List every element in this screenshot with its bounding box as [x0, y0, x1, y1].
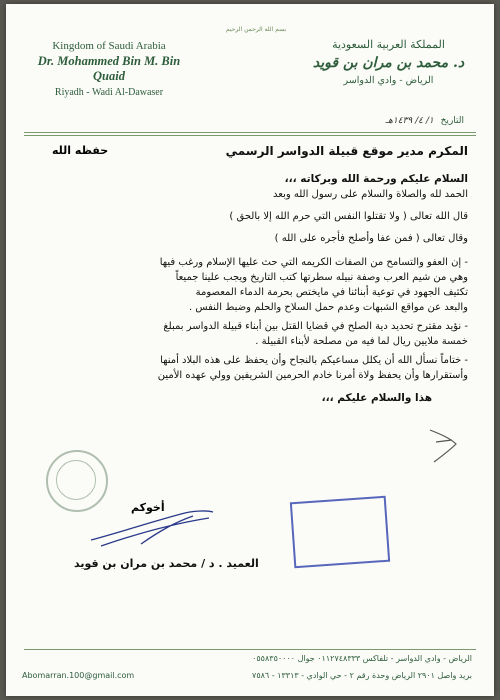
paragraph-3-line-2: وأستقرارها وأن يحفظ ولاة أمرنا خادم الحرمين الشريفين وولي عهده الأمين: [157, 370, 468, 381]
en-kingdom: Kingdom of Saudi Arabia: [52, 40, 166, 52]
paragraph-1-line-1: - إن العفو والتسامح من الصفات الكريمه التي حث عليها الإسلام ورغب فيها: [159, 257, 468, 268]
footer-address: بريد واصل ٢٩٠١ الرياض وحدة رقم ٢ - حي الوادي - ١٣٣١٣ - ٧٥٨٦: [252, 671, 472, 680]
ar-sender-name: د. محمد بن مران بن قويد: [312, 55, 465, 71]
official-stamp: [290, 496, 390, 569]
hafizah-text: حفظه الله: [52, 144, 109, 157]
footer-contact: الرياض - وادي الدواسر - تلفاكس ٠١١٢٧٤٨٣٣٣ جوال ٠٥٥٨٣٥٠٠٠٠: [252, 654, 472, 663]
date-label: التاريخ: [440, 116, 464, 126]
arabic-letterhead: [301, 38, 476, 86]
verse-2: وقال تعالى ( فمن عفا وأصلح فأجره على الله ): [274, 233, 468, 244]
date-row: [386, 116, 464, 126]
paragraph-2-line-2: خمسة ملايين ريال لما فيه من مصلحة لأبناء القبيلة .: [255, 336, 468, 347]
header-divider-2: [24, 135, 476, 136]
footer-email: Abomarran.100@gmail.com: [22, 671, 135, 680]
recipient: المكرم مدير موقع قبيلة الدواسر الرسمي: [225, 144, 468, 158]
en-sender-name: Dr. Mohammed Bin M. Bin Quaid: [37, 54, 181, 83]
ar-location: الرياض - وادي الدواسر: [343, 75, 434, 86]
date-value: ١/ ٤/ ١٤٣٩هـ: [385, 116, 434, 126]
initials-mark: [424, 424, 464, 466]
bismillah: بسم الله الرحمن الرحيم: [225, 26, 287, 33]
verse-1: قال الله تعالى ( ولا تقتلوا النفس التي حرم الله إلا بالحق ): [229, 211, 468, 222]
footer-divider: [24, 649, 476, 650]
letter-body: [28, 144, 468, 406]
akhookum: أخوكم: [131, 501, 165, 514]
paragraph-1-line-4: والبعد عن مواقع الشبهات وعدم حمل السلاح والحلم وضبط النفس .: [188, 302, 468, 313]
paragraph-2-line-1: - نؤيد مقترح تحديد دية الصلح في قضايا القتل بين أبناء قبيلة الدواسر بمبلغ: [163, 321, 468, 332]
greeting: السلام عليكم ورحمة الله وبركاته ،،،: [284, 173, 468, 185]
en-location: Riyadh - Wadi Al-Dawaser: [54, 87, 164, 98]
paragraph-1-line-2: وهي من شيم العرب وصفة نبيله سطرتها كتب التاريخ ويجب علينا جميعاً: [175, 272, 468, 283]
ar-kingdom: المملكة العربية السعودية: [332, 38, 445, 51]
paragraph-1-line-3: تكثيف الجهود في توعية أبنائنا في مايختص بحرمة الدماء المعصومة: [195, 287, 468, 298]
paragraph-3-line-1: - ختاماً نسأل الله أن يكلل مساعيكم بالنجاح وأن يحفظ على هذه البلاد أمنها: [160, 355, 468, 366]
closing: هذا والسلام عليكم ،،،: [321, 392, 432, 404]
header-divider: [24, 132, 476, 133]
letter-page: [6, 4, 494, 696]
praise-line: الحمد لله والصلاة والسلام على رسول الله وبعد: [273, 189, 468, 200]
signature-name: العميد . د / محمد بن مران بن قويد: [74, 557, 259, 570]
english-letterhead: [24, 40, 194, 98]
